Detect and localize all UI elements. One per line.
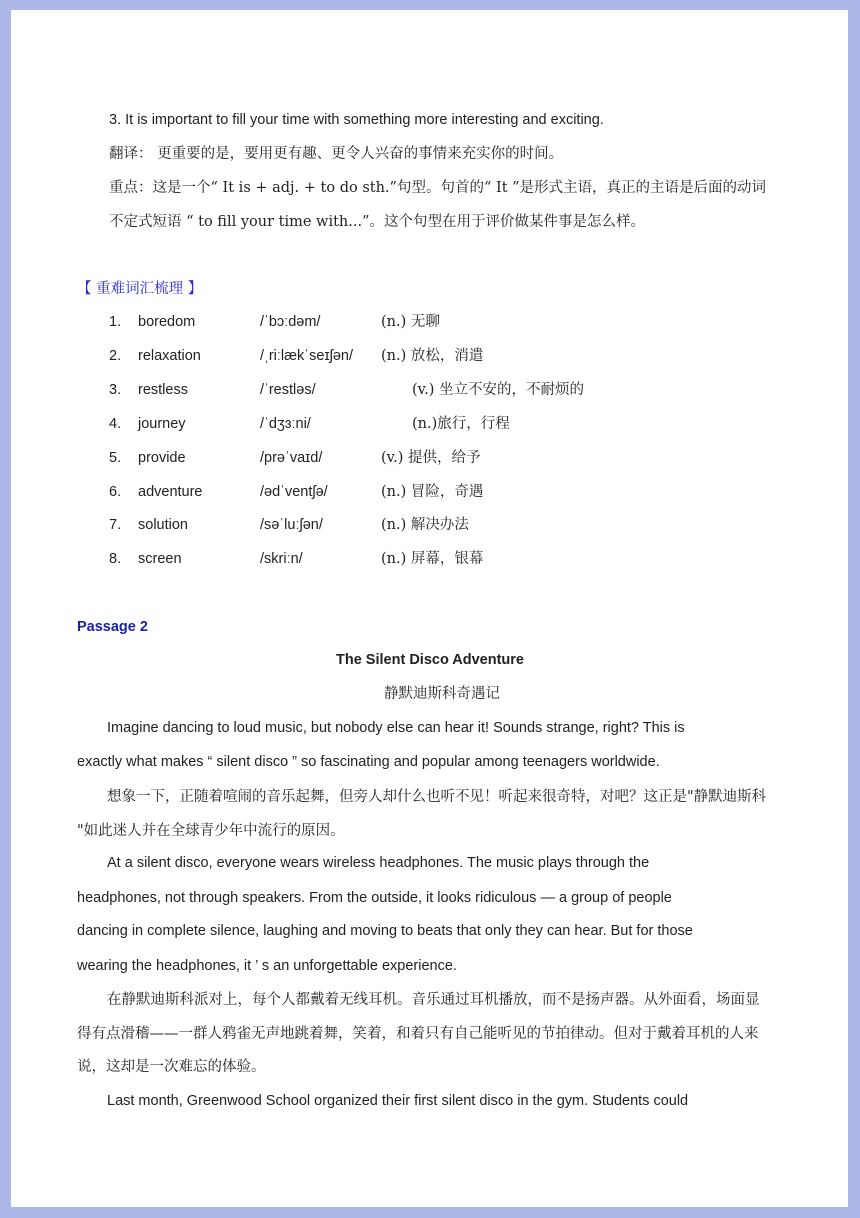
vocab-meaning: (n.) 解决办法 [381, 517, 469, 533]
vocab-meaning: (v.) 提供，给予 [381, 450, 481, 466]
vocab-number: 4. [109, 416, 122, 432]
passage-line: 在静默迪斯科派对上，每个人都戴着无线耳机。音乐通过耳机播放，而不是扬声器。从外面看，场面显 [107, 992, 760, 1008]
vocab-phonetic: /ˈdʒɜːni/ [260, 416, 311, 432]
vocab-number: 2. [109, 348, 122, 364]
passage-line: exactly what makes “ silent disco ” so fascinating and popular among teenagers worldwide. [77, 754, 660, 770]
passage-line: headphones, not through speakers. From the outside, it looks ridiculous — a group of people [77, 890, 672, 906]
vocab-word: screen [138, 551, 182, 567]
document-page [11, 10, 848, 1207]
vocab-meaning: (n.) 屏幕，银幕 [381, 551, 484, 567]
vocab-word: boredom [138, 314, 196, 330]
vocab-word: adventure [138, 484, 203, 500]
passage-line: At a silent disco, everyone wears wireless headphones. The music plays through the [107, 855, 650, 871]
passage-line: dancing in complete silence, laughing and moving to beats that only they can hear. But for those [77, 923, 693, 939]
passage-line: "如此迷人并在全球青少年中流行的原因。 [77, 823, 345, 839]
sentence-3-key-line-2: 不定式短语 “ to fill your time with...”。这个句型在用于评价做某件事是怎么样。 [109, 214, 646, 230]
vocab-phonetic: /səˈluːʃən/ [260, 517, 323, 533]
passage-title-english: The Silent Disco Adventure [336, 652, 524, 668]
vocab-word: restless [138, 382, 188, 398]
sentence-3-translation: 翻译： 更重要的是，要用更有趣、更令人兴奋的事情来充实你的时间。 [109, 146, 564, 162]
passage-line: Last month, Greenwood School organized their first silent disco in the gym. Students could [107, 1093, 689, 1109]
vocab-number: 8. [109, 551, 122, 567]
vocab-phonetic: /prəˈvaɪd/ [260, 450, 323, 466]
vocab-meaning: (n.) 冒险，奇遇 [381, 484, 484, 500]
sentence-3-english: 3. It is important to fill your time with something more interesting and exciting. [109, 112, 604, 128]
vocab-phonetic: /ˌriːlækˈseɪʃən/ [260, 348, 353, 364]
vocab-word: journey [138, 416, 186, 432]
passage-line: 得有点滑稽——一群人鸦雀无声地跳着舞，笑着，和着只有自己能听见的节拍律动。但对于戴着耳机的人来 [77, 1026, 759, 1042]
vocab-meaning: (v.) 坐立不安的，不耐烦的 [412, 382, 585, 398]
vocab-meaning: (n.) 无聊 [381, 314, 440, 330]
vocab-word: solution [138, 517, 188, 533]
vocab-word: relaxation [138, 348, 201, 364]
vocab-phonetic: /ˈrestləs/ [260, 382, 316, 398]
passage-line: wearing the headphones, it ’ s an unforgettable experience. [77, 958, 457, 974]
vocab-meaning: (n.) 放松，消遣 [381, 348, 484, 364]
vocab-number: 1. [109, 314, 122, 330]
vocab-phonetic: /ədˈventʃə/ [260, 484, 328, 500]
passage-line: Imagine dancing to loud music, but nobody else can hear it! Sounds strange, right? This is [107, 720, 685, 736]
vocab-number: 3. [109, 382, 122, 398]
passage-line: 说，这却是一次难忘的体验。 [77, 1059, 266, 1075]
vocab-word: provide [138, 450, 186, 466]
vocab-heading: 【 重难词汇梳理 】 [77, 281, 203, 297]
sentence-3-key-line-1: 重点：这是一个“ It is + adj. + to do sth.”句型。句首的“ It ”是形式主语，真正的主语是后面的动词 [109, 180, 767, 196]
vocab-meaning: (n.)旅行，行程 [412, 416, 510, 432]
vocab-phonetic: /ˈbɔːdəm/ [260, 314, 321, 330]
passage-line: 想象一下，正随着喧闹的音乐起舞，但旁人却什么也听不见！听起来很奇特，对吧？这正是"静默迪斯科 [107, 789, 767, 805]
passage-label: Passage 2 [77, 619, 148, 635]
passage-title-chinese: 静默迪斯科奇遇记 [384, 686, 500, 702]
vocab-number: 6. [109, 484, 122, 500]
vocab-number: 5. [109, 450, 122, 466]
vocab-phonetic: /skriːn/ [260, 551, 303, 567]
vocab-number: 7. [109, 517, 122, 533]
